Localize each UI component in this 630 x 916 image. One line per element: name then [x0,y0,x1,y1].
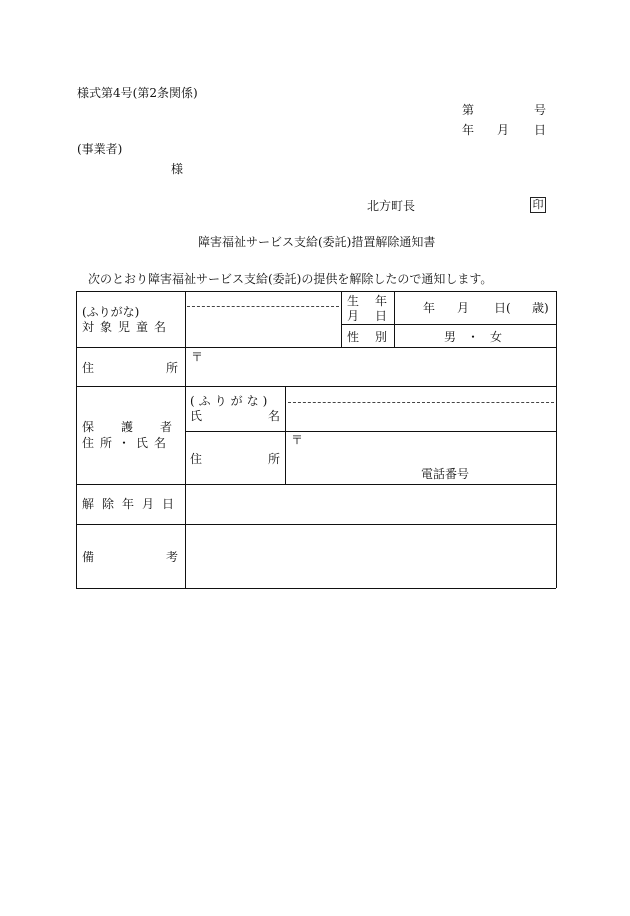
guardian-label-bottom: 住所・氏名 [82,436,173,450]
child-furigana-label: (ふりがな) [82,305,140,319]
intro-text: 次のとおり障害福祉サービス支給(委託)の提供を解除したので通知します。 [88,272,493,286]
addressee-honorific: 様 [171,162,184,176]
addressee-label: (事業者) [77,142,123,156]
birth-year-label: 年 [423,301,436,315]
date-day-label: 日 [534,123,547,137]
sex-male: 男 [444,330,457,344]
birth-label-bottom: 月日 [347,309,404,323]
child-name-label: 対象児童名 [82,320,173,334]
birth-age-label: 歳) [532,301,549,315]
guardian-postal-mark: 〒 [291,433,304,447]
guardian-name-label: 氏名 [190,409,347,423]
date-month-label: 月 [497,123,510,137]
birth-day-label: 日( [494,301,511,315]
birth-month-label: 月 [457,301,470,315]
phone-label: 電話番号 [421,467,470,481]
issuer-name: 北方町長 [367,199,416,213]
guardian-label-top: 保護者 [82,420,200,434]
date-year-label: 年 [462,123,475,137]
form-reference: 様式第4号(第2条関係) [77,86,198,100]
number-prefix: 第 [462,103,475,117]
seal-mark: 印 [530,197,546,213]
postal-mark: 〒 [191,350,204,364]
document-title: 障害福祉サービス支給(委託)措置解除通知書 [198,235,436,249]
guardian-address-label: 住所 [190,452,347,466]
sex-label: 性別 [347,330,404,344]
remarks-label: 備考 [82,550,251,564]
guardian-furigana-label: (ふりがな) [190,394,272,408]
number-suffix: 号 [534,103,547,117]
address-label: 住所 [82,361,251,375]
sex-female: 女 [490,330,503,344]
birth-label-top: 生年 [347,294,404,308]
sex-separator: ・ [467,330,480,344]
cancel-date-label: 解除年月日 [82,497,183,511]
